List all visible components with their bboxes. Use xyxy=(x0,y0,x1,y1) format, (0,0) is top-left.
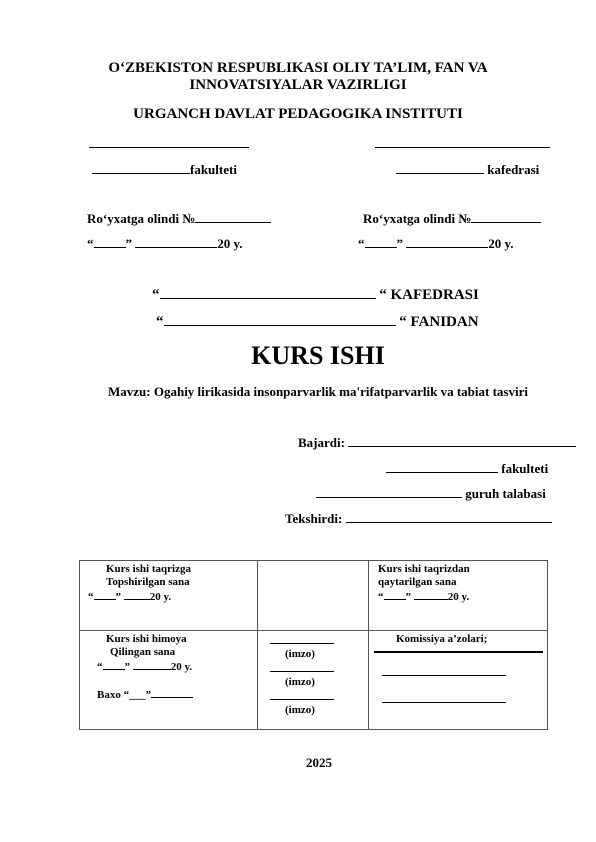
registration-right xyxy=(363,210,541,227)
signature-cell xyxy=(258,631,369,730)
signature-1: (imzo) xyxy=(285,648,315,660)
tekshirdi-blank xyxy=(346,510,552,523)
kafedra-line: “ “ KAFEDRASI xyxy=(152,287,479,303)
bajardi-row: Bajardi: xyxy=(298,434,576,451)
bajardi-blank xyxy=(348,434,576,447)
signature-2: (imzo) xyxy=(285,676,315,688)
signature-3: (imzo) xyxy=(285,704,315,716)
commission-cell: Komissiya a’zolari; xyxy=(369,631,548,730)
kafedra-right xyxy=(396,161,539,178)
submission-table xyxy=(79,560,548,730)
registration-number-blank xyxy=(471,210,541,223)
tekshirdi-row: Tekshirdi: xyxy=(285,510,552,527)
topic: Mavzu: Ogahiy lirikasida insonparvarlik ma'rifatparvarlik va tabiat tasviri xyxy=(108,384,528,399)
registration-label: Ro‘yxatga olindi № xyxy=(87,211,196,226)
blank-line-left xyxy=(89,147,249,148)
registration-label: Ro‘yxatga olindi № xyxy=(363,211,472,226)
defense-cell: Kurs ishi himoya Qilingan sana “ ” 20 y. Baxo “___” xyxy=(80,631,258,730)
submit-cell: Kurs ishi taqrizga Topshirilgan sana “ ” 20 y. xyxy=(80,561,258,631)
year: 2025 xyxy=(306,755,332,770)
registration-date-right: “ ” 20 y. xyxy=(358,236,514,251)
faculty-blank xyxy=(92,161,190,174)
return-cell: Kurs ishi taqrizdan qaytarilgan sana “ ” 20 y. xyxy=(369,561,548,631)
kafedra-blank xyxy=(396,161,484,174)
faculty-label: fakulteti xyxy=(190,162,237,177)
ministry-line-2: INNOVATSIYALAR VAZIRLIGI xyxy=(189,77,407,93)
blank-line-right xyxy=(375,147,550,148)
registration-date-left: “ ” 20 y. xyxy=(87,236,243,251)
student-faculty-row: fakulteti xyxy=(386,460,548,477)
institute-name: URGANCH DAVLAT PEDAGOGIKA INSTITUTI xyxy=(133,106,463,122)
kafedra-label: kafedrasi xyxy=(487,162,540,177)
faculty-left xyxy=(92,161,237,178)
ministry-line-1: O‘ZBEKISTON RESPUBLIKASI OLIY TA’LIM, FAN VA xyxy=(108,60,488,76)
empty-cell xyxy=(258,561,369,631)
group-row: guruh talabasi xyxy=(316,485,546,502)
document-title: KURS ISHI xyxy=(251,341,385,370)
registration-left xyxy=(87,210,271,227)
fanidan-line: “ “ FANIDAN xyxy=(156,314,479,330)
registration-number-blank xyxy=(195,210,271,223)
